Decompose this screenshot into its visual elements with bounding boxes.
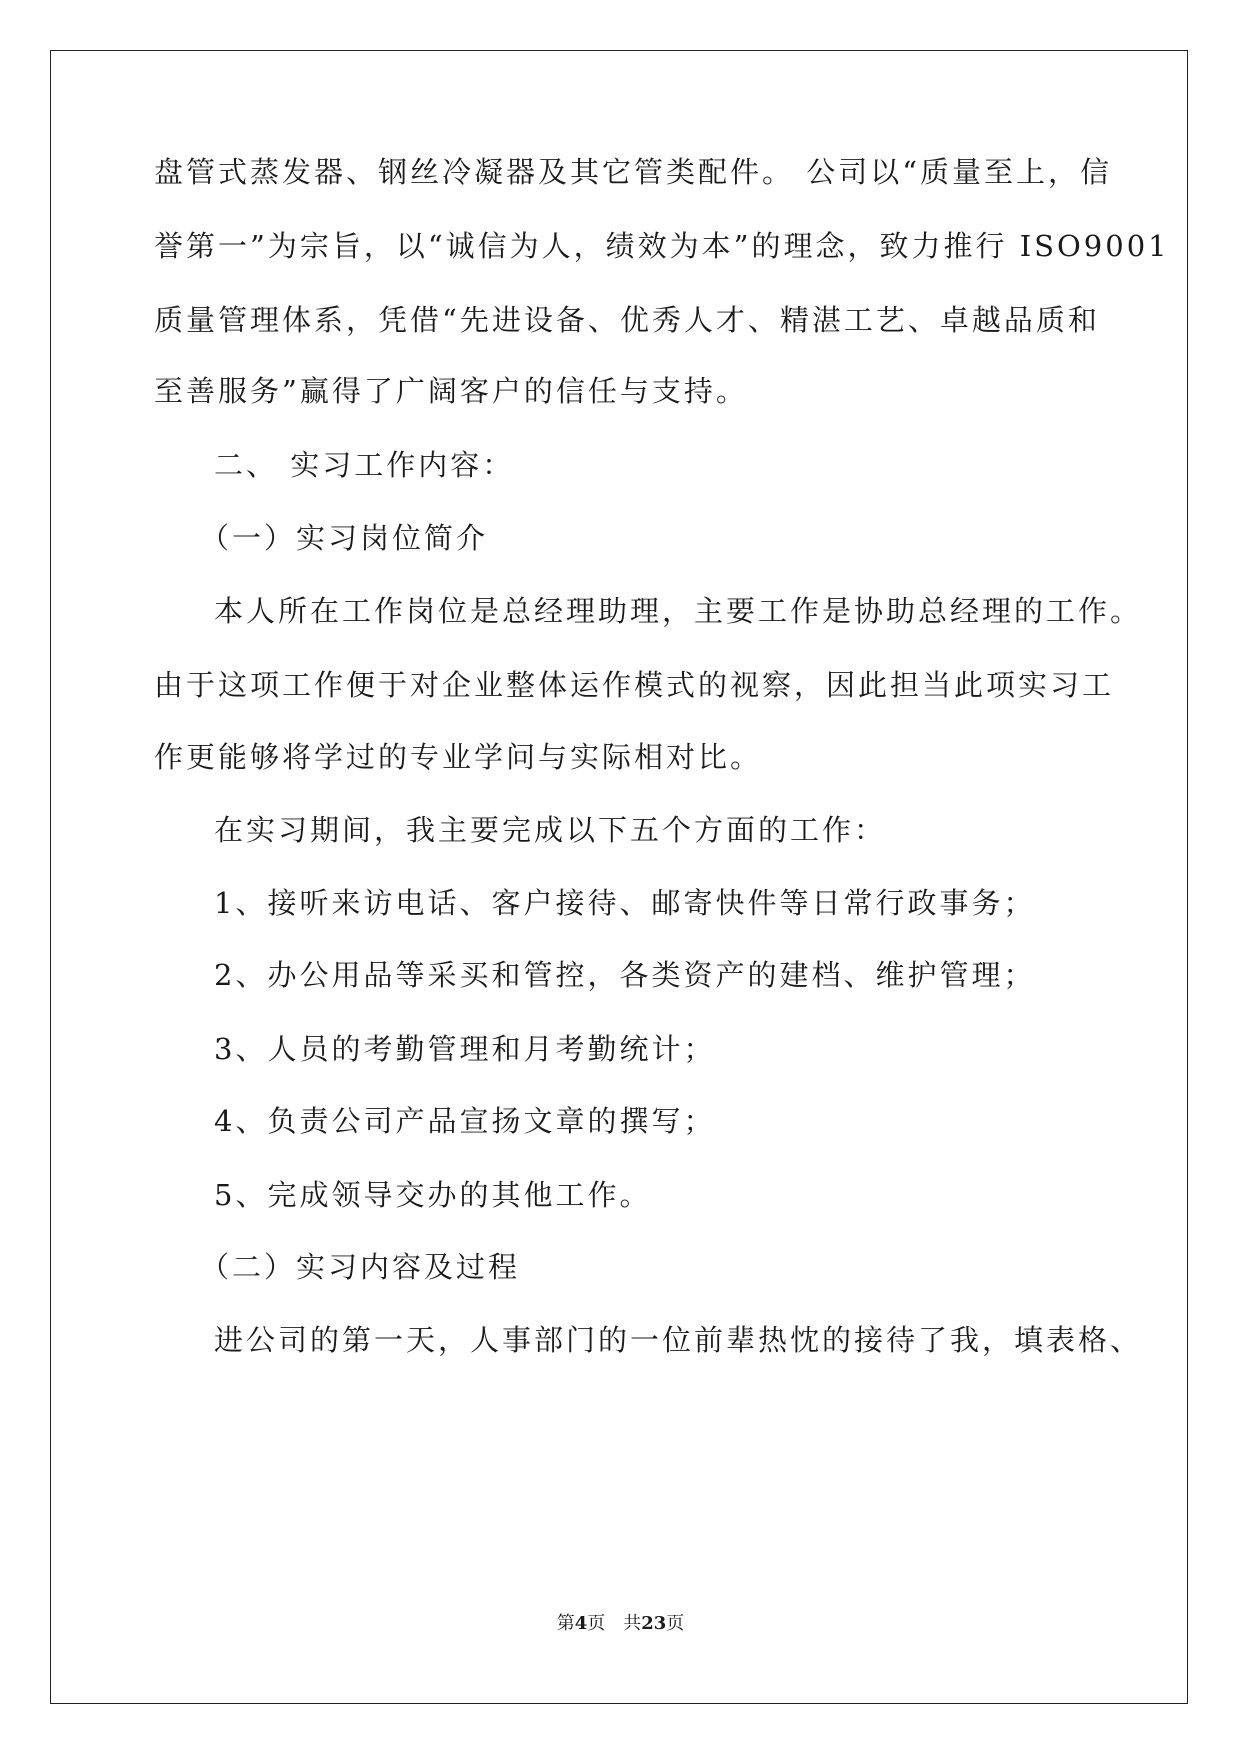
- current-page-number: 4: [574, 1613, 588, 1634]
- body-text-line: 由于这项工作便于对企业整体运作模式的视察，因此担当此项实习工: [154, 668, 1115, 702]
- section-heading: 二、 实习工作内容：: [214, 448, 515, 482]
- page-footer: [0, 1612, 1241, 1636]
- total-page-count: 23: [641, 1613, 667, 1634]
- body-text-line: 在实习期间，我主要完成以下五个方面的工作：: [214, 813, 887, 847]
- footer-prefix: 第: [556, 1613, 575, 1634]
- list-item: 1、接听来访电话、客户接待、邮寄快件等日常行政事务；: [214, 886, 1036, 920]
- footer-suffix: 页: [666, 1613, 685, 1634]
- body-text-line: 盘管式蒸发器、钢丝冷凝器及其它管类配件。 公司以“质量至上，信: [154, 155, 1113, 189]
- body-text-line: 至善服务”赢得了广阔客户的信任与支持。: [154, 374, 748, 408]
- body-text-line: 进公司的第一天，人事部门的一位前辈热忱的接待了我，填表格、: [214, 1323, 1143, 1357]
- body-text-line: 誉第一”为宗旨，以“诚信为人，绩效为本”的理念，致力推行 ISO9001: [154, 229, 1170, 263]
- page-border: [50, 50, 1188, 1704]
- list-item: 3、人员的考勤管理和月考勤统计；: [214, 1032, 716, 1066]
- footer-middle: 页 共: [587, 1613, 642, 1634]
- subsection-heading: （二）实习内容及过程: [200, 1250, 521, 1284]
- body-text-line: 作更能够将学过的专业学问与实际相对比。: [154, 740, 763, 774]
- body-text-line: 本人所在工作岗位是总经理助理，主要工作是协助总经理的工作。: [214, 594, 1143, 628]
- list-item: 5、完成领导交办的其他工作。: [214, 1178, 652, 1212]
- subsection-heading: （一）实习岗位简介: [200, 521, 489, 555]
- list-item: 4、负责公司产品宣扬文章的撰写；: [214, 1104, 716, 1138]
- list-item: 2、办公用品等采买和管控，各类资产的建档、维护管理；: [214, 958, 1036, 992]
- body-text-line: 质量管理体系，凭借“先进设备、优秀人才、精湛工艺、卓越品质和: [154, 303, 1100, 337]
